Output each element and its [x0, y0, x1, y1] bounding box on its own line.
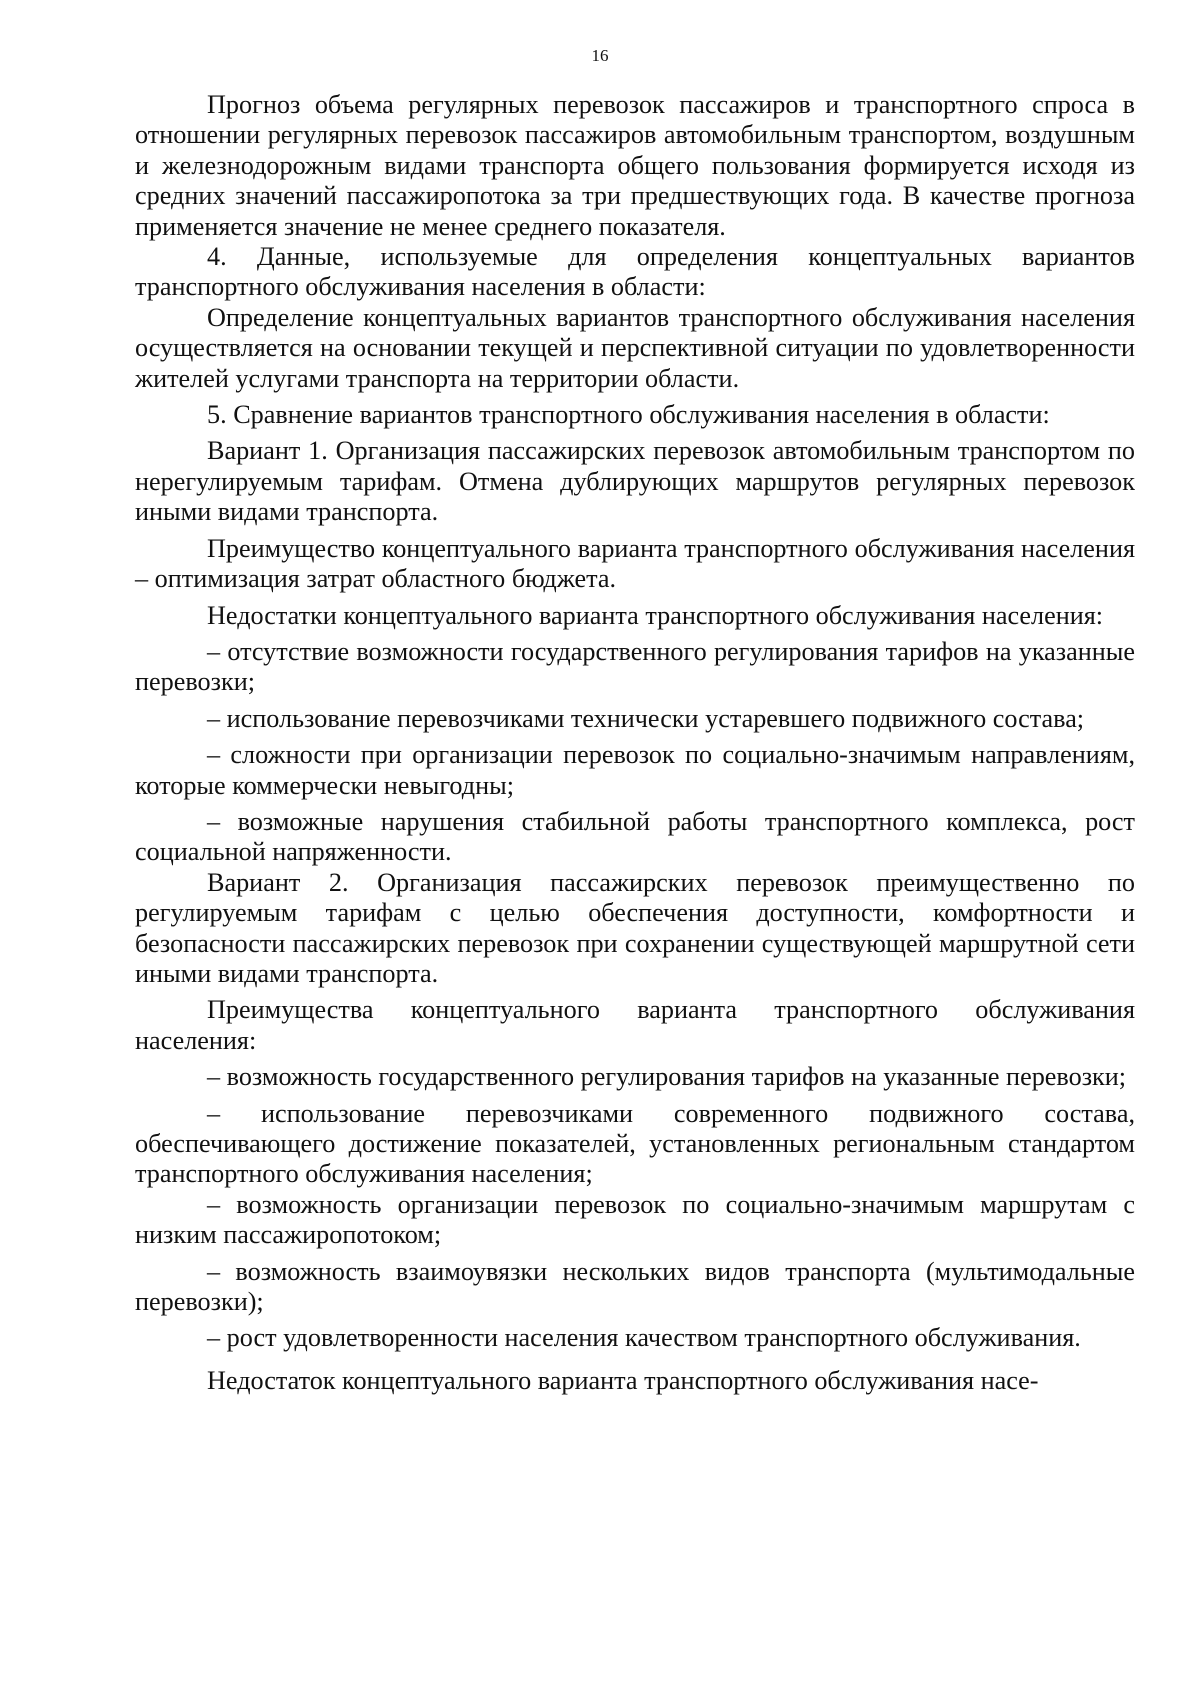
paragraph-variant-2: Вариант 2. Организация пассажирских перевозок преимущественно по регулируемым тарифам с целью обеспечения доступности, комфортности и безопасности пассажирских перевозок при сохранении существующей маршрутной сети иными видами транспорта. — [135, 867, 1135, 988]
paragraph-concept-definition: Определение концептуальных вариантов транспортного обслуживания населения осуществляется на основании текущей и перспективной ситуации по удовлетворенности жителей услугами транспорта на территории области. — [135, 302, 1135, 393]
paragraph-variant-1: Вариант 1. Организация пассажирских перевозок автомобильным транспортом по нерегулируемым тарифам. Отмена дублирующих маршрутов регулярных перевозок иными видами транспорта. — [135, 436, 1135, 527]
list-item-advantage-4: – возможность взаимоувязки нескольких видов транспорта (мультимодальные перевозки); — [135, 1256, 1135, 1317]
list-item-advantage-3: – возможность организации перевозок по социально-значимым маршрутам с низким пассажиропотоком; — [135, 1189, 1135, 1250]
paragraph-forecast: Прогноз объема регулярных перевозок пассажиров и транспортного спроса в отношении регулярных перевозок пассажиров автомобильным транспортом, воздушным и железнодорожным видами транспорта общего пользования формируется исходя из средних значений пассажиропотока за три предшествующих года. В качестве прогноза применяется значение не менее среднего показателя. — [135, 90, 1135, 241]
paragraph-variant-2-drawback-heading: Недостаток концептуального варианта транспортного обслуживания насе- — [207, 1365, 1039, 1395]
list-item-advantage-5: – рост удовлетворенности населения качеством транспортного обслуживания. — [207, 1323, 1081, 1353]
list-item-advantage-1: – возможность государственного регулирования тарифов на указанные перевозки; — [207, 1062, 1127, 1092]
paragraph-section-4-heading: 4. Данные, используемые для определения концептуальных вариантов транспортного обслуживания населения в области: — [135, 242, 1135, 302]
list-item-drawback-3: – сложности при организации перевозок по социально-значимым направлениям, которые коммерчески невыгодны; — [135, 740, 1135, 800]
list-item-drawback-4: – возможные нарушения стабильной работы транспортного комплекса, рост социальной напряженности. — [135, 806, 1135, 867]
page-number: 16 — [591, 46, 609, 65]
paragraph-variant-1-drawbacks-heading: Недостатки концептуального варианта транспортного обслуживания населения: — [207, 600, 1104, 630]
list-item-drawback-1: – отсутствие возможности государственного регулирования тарифов на указанные перевозки; — [135, 636, 1135, 697]
list-item-advantage-2: – использование перевозчиками современного подвижного состава, обеспечивающего достижение показателей, установленных региональным стандартом транспортного обслуживания населения; — [135, 1098, 1135, 1189]
paragraph-variant-2-advantages-heading: Преимущества концептуального варианта транспортного обслуживания населения: — [135, 995, 1135, 1055]
paragraph-variant-1-advantage: Преимущество концептуального варианта транспортного обслуживания населения – оптимизация затрат областного бюджета. — [135, 533, 1135, 594]
list-item-drawback-2: – использование перевозчиками технически устаревшего подвижного состава; — [207, 703, 1085, 733]
paragraph-section-5-heading: 5. Сравнение вариантов транспортного обслуживания населения в области: — [207, 400, 1050, 430]
document-body — [135, 90, 1135, 1396]
